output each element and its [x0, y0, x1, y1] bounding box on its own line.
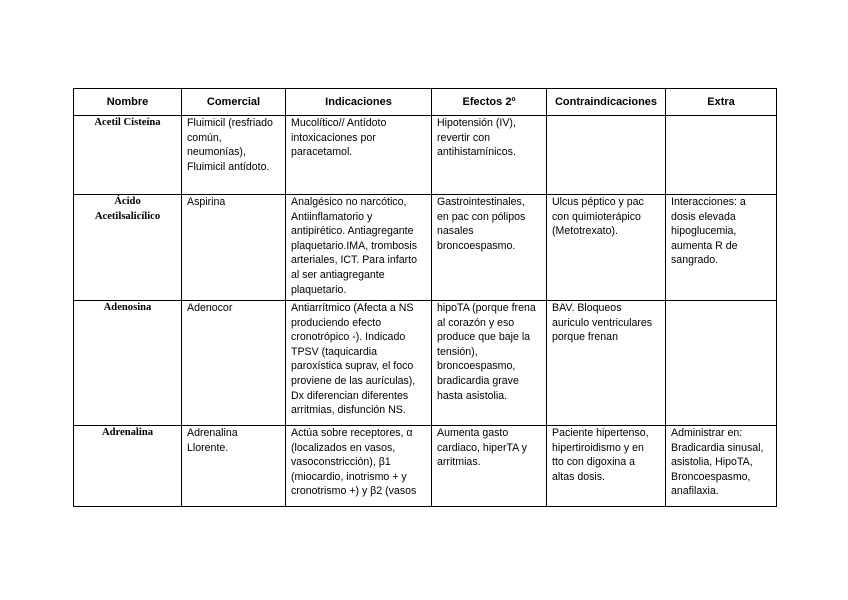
comercial-cell [182, 301, 286, 426]
drug-name-cell [74, 301, 182, 426]
efectos-text: Aumenta gasto cardiaco, hiperTA y arritmias. [437, 427, 527, 469]
contraindicaciones-cell [547, 195, 666, 301]
contraindicaciones-text: Paciente hipertenso, hipertiroidismo y en tto con digoxina a altas dosis. [552, 427, 649, 483]
table-row [74, 116, 777, 195]
extra-text: Administrar en: Bradicardia sinusal, asistolia, HipoTA, Broncoespasmo, anafilaxia. [671, 427, 764, 498]
efectos-cell [432, 195, 547, 301]
table-row [74, 195, 777, 301]
header-efectos: Efectos 2º [432, 89, 547, 116]
drug-name: Adrenalina [101, 427, 154, 438]
table-header-row [74, 89, 777, 116]
drug-name: Adenosina [103, 302, 152, 313]
drug-name-cell [74, 195, 182, 301]
extra-text: Interacciones: a dosis elevada hipoglucemia, aumenta R de sangrado. [671, 196, 746, 267]
comercial-text: Adenocor [187, 302, 233, 314]
indicaciones-cell [286, 195, 432, 301]
indicaciones-text: Antiarrítmico (Afecta a NS produciendo efecto cronotrópico -). Indicado TPSV (taquicardia paroxística suprav, el foco proviene de las aurículas), Dx diferencian diferentes arritmias, disfunción NS. [291, 302, 416, 417]
header-nombre: Nombre [74, 89, 182, 116]
drug-name-cell [74, 116, 182, 195]
contraindicaciones-text: Ulcus péptico y pac con quimioterápico (Metotrexato). [552, 196, 644, 238]
drug-name: Acetil Cisteína [94, 117, 161, 128]
header-contraindicaciones: Contraindicaciones [547, 89, 666, 116]
comercial-text: Adrenalina Llorente. [187, 427, 238, 454]
efectos-text: Hipotensión (IV), revertir con antihistamínicos. [437, 117, 516, 159]
drug-name: Ácido Acetilsalicílico [94, 196, 161, 222]
extra-cell [666, 116, 777, 195]
table-row [74, 426, 777, 507]
indicaciones-text: Analgésico no narcótico, Antiinflamatorio y antipirético. Antiagregante plaquetario.IMA, trombosis arteriales, ICT. Para infarto al ser antiagregante plaquetario. [291, 196, 418, 296]
comercial-cell [182, 195, 286, 301]
comercial-text: Aspirina [187, 196, 226, 208]
drug-name-cell [74, 426, 182, 507]
header-comercial: Comercial [182, 89, 286, 116]
header-extra: Extra [666, 89, 777, 116]
contraindicaciones-cell [547, 426, 666, 507]
efectos-text: Gastrointestinales, en pac con pólipos nasales broncoespasmo. [437, 196, 526, 252]
efectos-cell [432, 301, 547, 426]
extra-cell [666, 301, 777, 426]
comercial-cell [182, 426, 286, 507]
indicaciones-cell [286, 301, 432, 426]
indicaciones-cell [286, 426, 432, 507]
indicaciones-text: Actúa sobre receptores, α (localizados en vasos, vasoconstricción), β1 (miocardio, inotrismo + y cronotrismo +) y β2 (vasos [291, 427, 417, 498]
header-indicaciones: Indicaciones [286, 89, 432, 116]
comercial-cell [182, 116, 286, 195]
contraindicaciones-text: BAV. Bloqueos auriculo ventriculares porque frenan [552, 302, 653, 344]
indicaciones-cell [286, 116, 432, 195]
table-row [74, 301, 777, 426]
efectos-cell [432, 426, 547, 507]
efectos-text: hipoTA (porque frena al corazón y eso produce que baje la tensión), broncoespasmo, bradicardia grave hasta asistolia. [437, 302, 536, 402]
comercial-text: Fluimicil (resfriado común, neumonías), Fluimicil antídoto. [187, 117, 273, 173]
contraindicaciones-cell [547, 116, 666, 195]
indicaciones-text: Mucolítico// Antídoto intoxicaciones por paracetamol. [291, 117, 387, 159]
contraindicaciones-cell [547, 301, 666, 426]
extra-cell [666, 195, 777, 301]
efectos-cell [432, 116, 547, 195]
drug-table [73, 88, 777, 507]
extra-cell [666, 426, 777, 507]
